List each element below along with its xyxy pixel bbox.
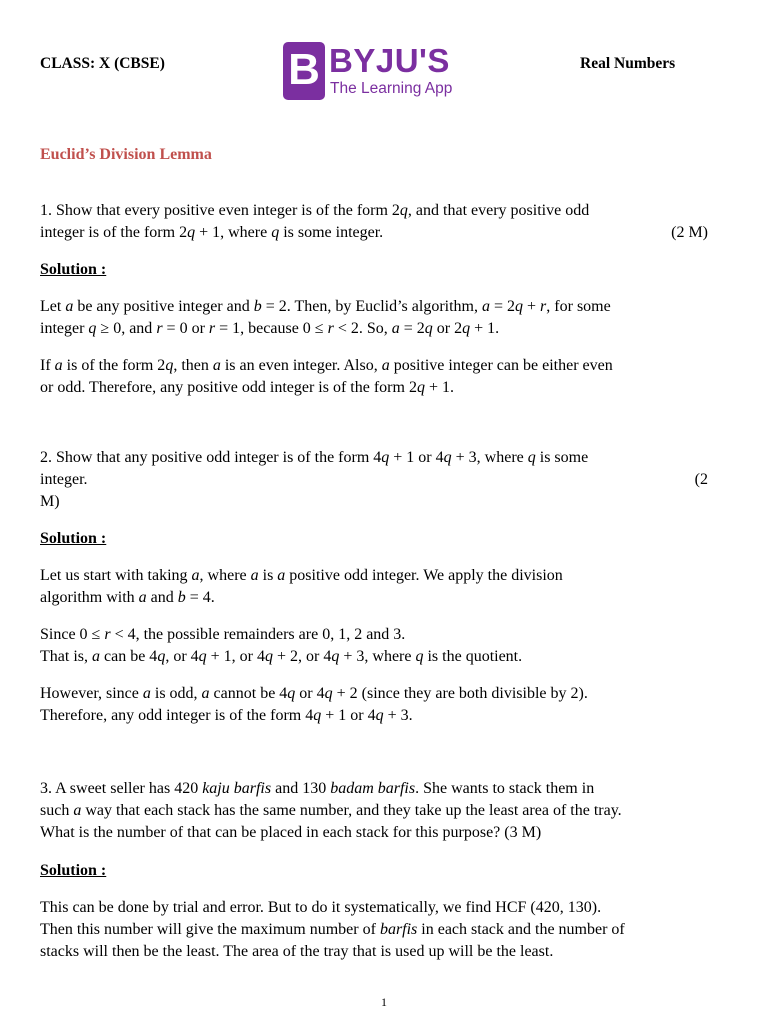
q3-solution-label: Solution : bbox=[40, 862, 107, 879]
q2-line-2-text: integer. bbox=[40, 471, 88, 488]
logo-name: BYJU'S bbox=[329, 42, 450, 79]
q2-s1-line-1: Let us start with taking a, where a is a positive odd integer. We apply the division bbox=[40, 567, 563, 584]
logo-tagline: The Learning App bbox=[330, 80, 453, 97]
q3-line-1: 3. A sweet seller has 420 kaju barfis and 130 badam barfis. She wants to stack them in bbox=[40, 780, 595, 797]
q1-s2-line-2: or odd. Therefore, any positive odd integer is of the form 2q + 1. bbox=[40, 379, 454, 396]
q2-s2-line-2: That is, a can be 4q, or 4q + 1, or 4q + 2, or 4q + 3, where q is the quotient. bbox=[40, 648, 523, 665]
class-label: CLASS: X (CBSE) bbox=[40, 55, 165, 72]
q2-marks-part-2: M) bbox=[40, 493, 60, 510]
logo-mark-letter: B bbox=[288, 45, 320, 94]
page-number: 1 bbox=[381, 995, 387, 1009]
q1-marks: (2 M) bbox=[671, 224, 708, 241]
q2-s3-line-2: Therefore, any odd integer is of the form 4q + 1 or 4q + 3. bbox=[40, 707, 413, 724]
byjus-logo bbox=[283, 42, 453, 100]
q3-s1-line-2: Then this number will give the maximum number of barfis in each stack and the number of bbox=[40, 921, 625, 938]
q2-solution-para-3 bbox=[40, 683, 708, 727]
question-1 bbox=[40, 200, 708, 244]
logo-mark bbox=[283, 42, 325, 100]
q2-marks-part-1: (2 bbox=[694, 471, 708, 488]
q2-s2-line-1: Since 0 ≤ r < 4, the possible remainders are 0, 1, 2 and 3. bbox=[40, 626, 406, 643]
q3-solution-para-1 bbox=[40, 897, 708, 963]
q1-line-1: 1. Show that every positive even integer is of the form 2q, and that every positive odd bbox=[40, 202, 590, 219]
section-title: Euclid’s Division Lemma bbox=[40, 146, 212, 163]
q2-solution-para-1 bbox=[40, 565, 708, 609]
q3-s1-line-3: stacks will then be the least. The area of the tray that is used up will be the least. bbox=[40, 943, 554, 960]
q2-line-2 bbox=[40, 469, 708, 491]
q1-line-2-text: integer is of the form 2q + 1, where q is some integer. bbox=[40, 224, 384, 241]
q1-solution-para-1 bbox=[40, 296, 708, 340]
q2-solution-para-2 bbox=[40, 624, 708, 668]
topic-title: Real Numbers bbox=[580, 55, 676, 72]
q3-s1-line-1: This can be done by trial and error. But to do it systematically, we find HCF (420, 130). bbox=[40, 899, 602, 916]
q3-line-2: such a way that each stack has the same number, and they take up the least area of the tray. bbox=[40, 802, 622, 819]
q1-solution-label: Solution : bbox=[40, 261, 107, 278]
q1-s1-line-2: integer q ≥ 0, and r = 0 or r = 1, because 0 ≤ r < 2. So, a = 2q or 2q + 1. bbox=[40, 320, 500, 337]
q1-line-2 bbox=[40, 222, 708, 244]
q3-line-3: What is the number of that can be placed in each stack for this purpose? (3 M) bbox=[40, 824, 542, 841]
q2-s1-line-2: algorithm with a and b = 4. bbox=[40, 589, 215, 606]
q2-line-1: 2. Show that any positive odd integer is of the form 4q + 1 or 4q + 3, where q is some bbox=[40, 449, 589, 466]
question-3 bbox=[40, 778, 708, 844]
q2-solution-label: Solution : bbox=[40, 530, 107, 547]
q1-s2-line-1: If a is of the form 2q, then a is an even integer. Also, a positive integer can be either even bbox=[40, 357, 613, 374]
q2-s3-line-1: However, since a is odd, a cannot be 4q or 4q + 2 (since they are both divisible by 2). bbox=[40, 685, 588, 702]
document-body bbox=[40, 200, 708, 963]
q1-s1-line-1: Let a be any positive integer and b = 2. Then, by Euclid’s algorithm, a = 2q + r, for some bbox=[40, 298, 611, 315]
q1-solution-para-2 bbox=[40, 355, 708, 399]
question-2 bbox=[40, 447, 708, 513]
